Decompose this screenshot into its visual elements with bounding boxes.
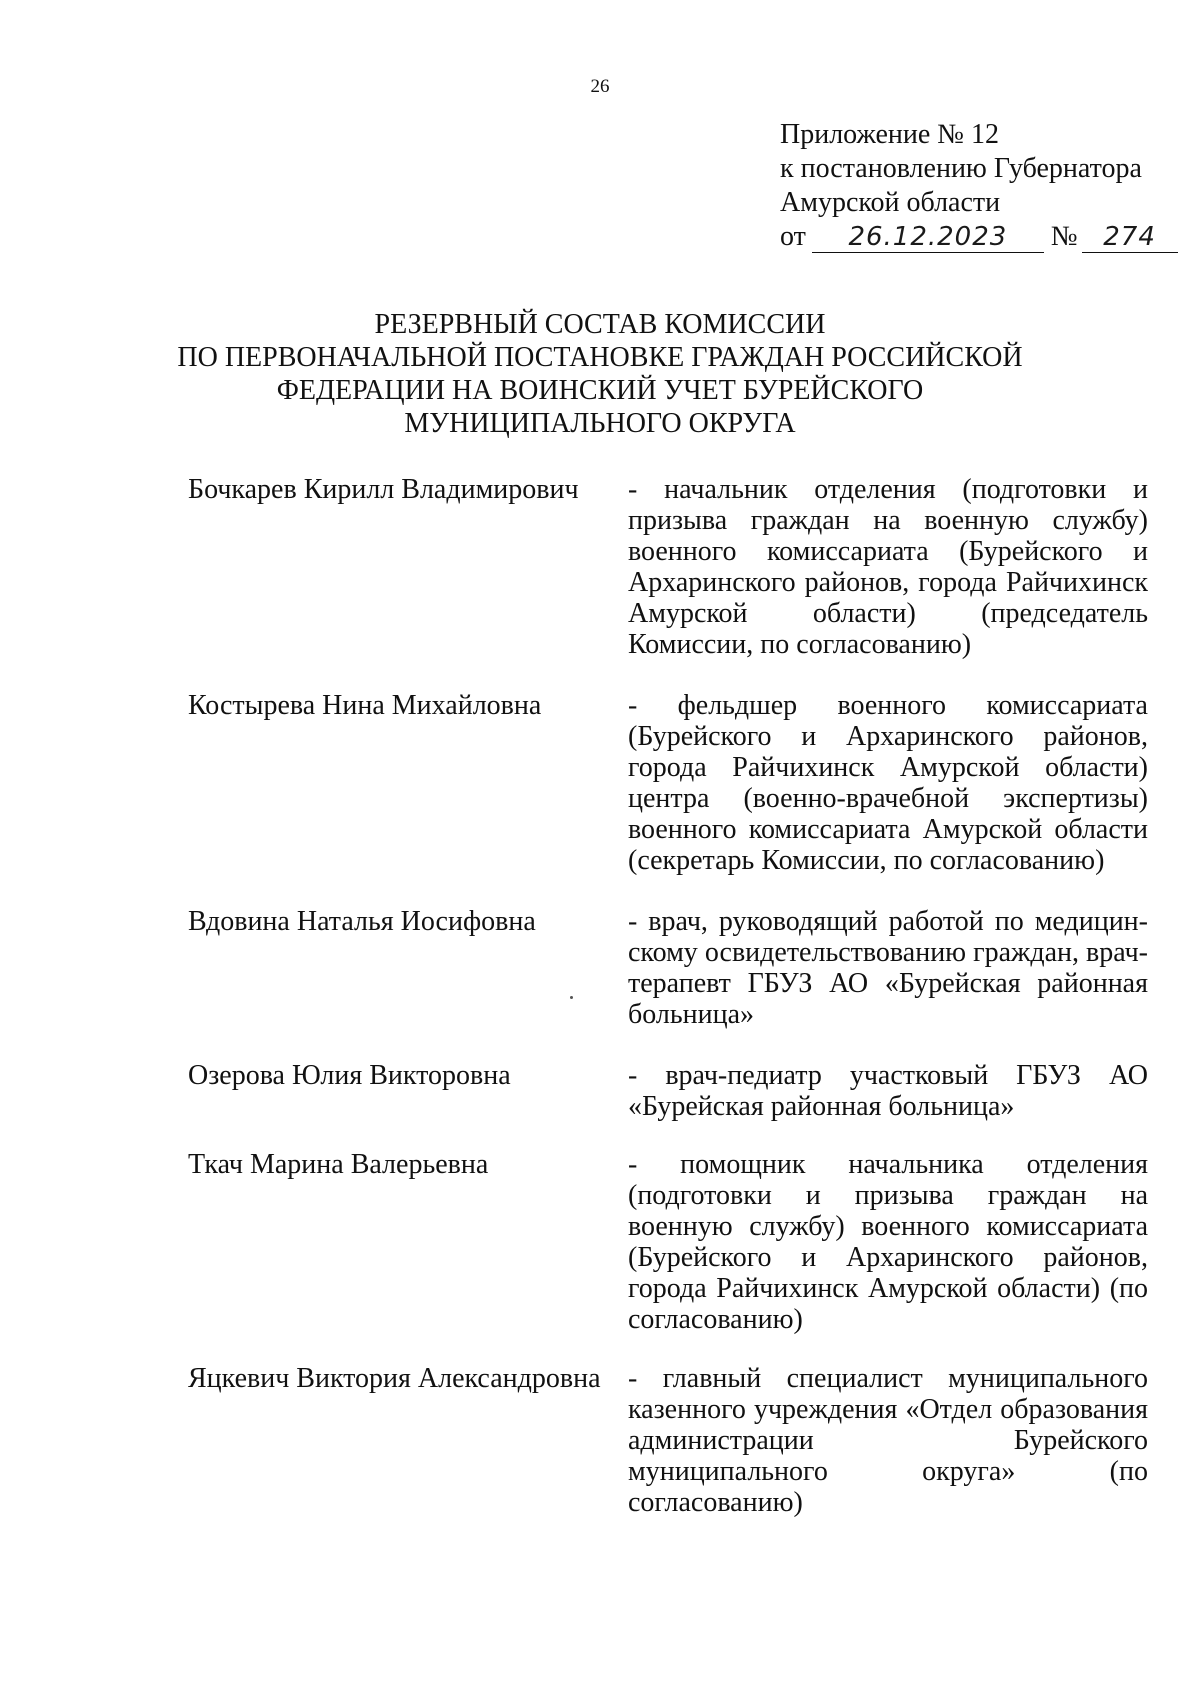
member-row xyxy=(188,1149,1148,1335)
member-row xyxy=(188,906,1148,1030)
member-role: - помощник начальника отделения (подготовки и призыва граждан на военную службу) военного комиссариата (Бурейского и Архаринского районов, города Райчихинск Амурской области) (по согласованию) xyxy=(628,1149,1148,1335)
handwritten-number: 274 xyxy=(1082,222,1178,253)
scan-speck xyxy=(570,996,573,999)
appendix-header xyxy=(780,118,1180,254)
member-row xyxy=(188,690,1148,876)
title-line-1: РЕЗЕРВНЫЙ СОСТАВ КОМИССИИ xyxy=(374,309,826,340)
title-line-2: ПО ПЕРВОНАЧАЛЬНОЙ ПОСТАНОВКЕ ГРАЖДАН РОССИЙСКОЙ xyxy=(177,342,1023,373)
member-role: - главный специалист муниципального казенного учреждения «Отдел образования администрации Бурейского муниципального округа» (по согласованию) xyxy=(628,1363,1148,1518)
title-line-4: МУНИЦИПАЛЬНОГО ОКРУГА xyxy=(404,408,796,439)
handwritten-date: 26.12.2023 xyxy=(812,222,1044,253)
appendix-title: Приложение № 12 xyxy=(780,119,999,150)
date-prefix: от xyxy=(780,221,806,252)
member-name: Яцкевич Виктория Александровна xyxy=(188,1363,601,1394)
member-role: - фельдшер военного комиссариата (Бурейского и Архаринского районов, города Райчихинск Амурской области) центра (военно-врачебной экспертизы) военного комиссариата Амурской области (секретарь Комиссии, по согласованию) xyxy=(628,690,1148,876)
member-role: - врач-педиатр участковый ГБУЗ АО «Бурейская районная больница» xyxy=(628,1060,1148,1122)
title-line-3: ФЕДЕРАЦИИ НА ВОИНСКИЙ УЧЕТ БУРЕЙСКОГО xyxy=(276,375,924,406)
member-name: Вдовина Наталья Иосифовна xyxy=(188,906,536,937)
member-row xyxy=(188,1060,1148,1122)
member-role: - начальник отделения (подготовки и призыва граждан на военную службу) военного комиссариата (Бурейского и Архаринского районов, города Райчихинск Амурской области) (председатель Комиссии, по согласованию) xyxy=(628,474,1148,660)
appendix-date-number xyxy=(780,220,1180,254)
number-sign: № xyxy=(1050,221,1078,252)
appendix-region: Амурской области xyxy=(780,187,1001,218)
member-name: Бочкарев Кирилл Владимирович xyxy=(188,474,579,505)
appendix-reference: к постановлению Губернатора xyxy=(780,153,1142,184)
document-title xyxy=(0,308,1200,440)
member-row xyxy=(188,474,1148,660)
members-list xyxy=(188,474,1148,1518)
member-row xyxy=(188,1363,1148,1518)
member-name: Костырева Нина Михайловна xyxy=(188,690,542,721)
member-name: Ткач Марина Валерьевна xyxy=(188,1149,489,1180)
page-number: 26 xyxy=(590,76,610,97)
member-name: Озерова Юлия Викторовна xyxy=(188,1060,511,1091)
member-role: - врач, руководящий работой по медицин-скому освидетельствованию граждан, врач-терапевт ГБУЗ АО «Бурейская районная больница» xyxy=(628,906,1148,1030)
